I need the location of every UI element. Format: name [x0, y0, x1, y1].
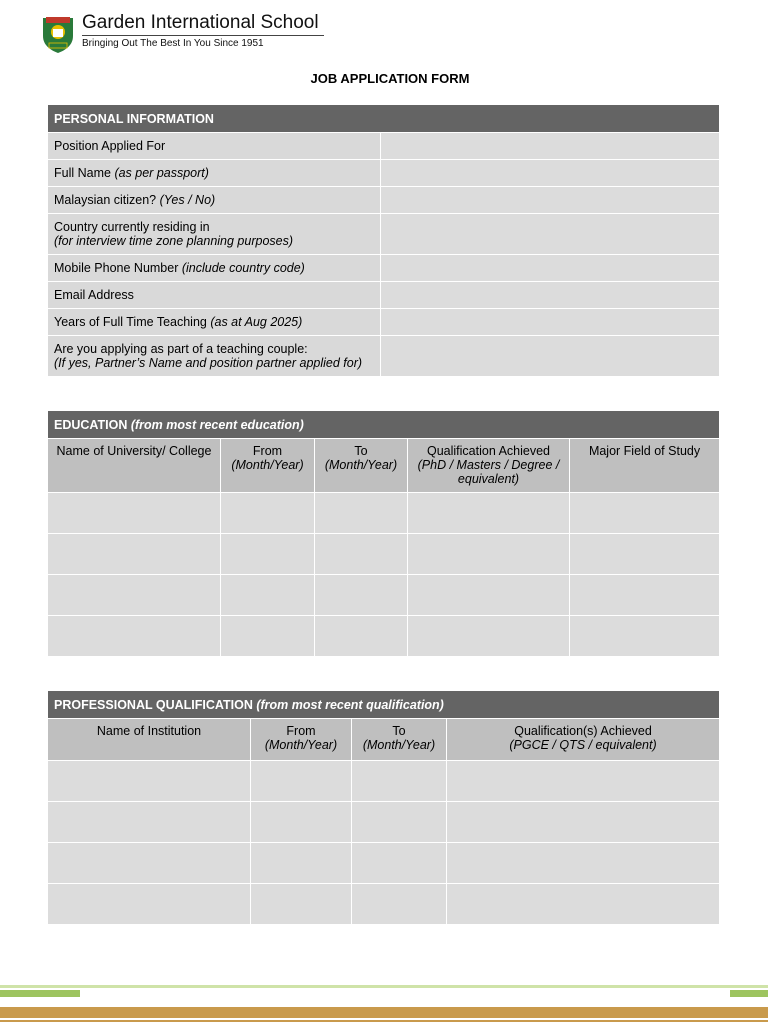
prof-col-to: To (Month/Year) — [352, 719, 447, 761]
edu-cell[interactable] — [570, 575, 720, 616]
education-table — [47, 410, 720, 657]
full-name-label: Full Name (as per passport) — [48, 160, 381, 187]
prof-cell[interactable] — [447, 761, 720, 802]
prof-cell[interactable] — [251, 802, 352, 843]
prof-cell[interactable] — [352, 802, 447, 843]
header-divider — [82, 35, 324, 36]
school-name: Garden International School — [82, 12, 319, 33]
citizen-label: Malaysian citizen? (Yes / No) — [48, 187, 381, 214]
edu-cell[interactable] — [315, 616, 408, 657]
edu-cell[interactable] — [315, 493, 408, 534]
mobile-label: Mobile Phone Number (include country code) — [48, 255, 381, 282]
teaching-couple-label: Are you applying as part of a teaching couple: (If yes, Partner’s Name and position partner applied for) — [48, 336, 381, 377]
table-row — [48, 616, 720, 657]
prof-cell[interactable] — [251, 884, 352, 925]
edu-cell[interactable] — [221, 493, 315, 534]
edu-cell[interactable] — [48, 616, 221, 657]
table-row — [48, 802, 720, 843]
table-row — [48, 761, 720, 802]
teaching-years-label: Years of Full Time Teaching (as at Aug 2025) — [48, 309, 381, 336]
edu-cell[interactable] — [570, 616, 720, 657]
edu-col-to: To (Month/Year) — [315, 439, 408, 493]
position-label: Position Applied For — [48, 133, 381, 160]
edu-cell[interactable] — [408, 616, 570, 657]
prof-cell[interactable] — [447, 843, 720, 884]
prof-cell[interactable] — [48, 761, 251, 802]
table-row — [48, 884, 720, 925]
citizen-field[interactable] — [381, 187, 720, 214]
school-tagline: Bringing Out The Best In You Since 1951 — [82, 38, 264, 49]
teaching-couple-field[interactable] — [381, 336, 720, 377]
prof-cell[interactable] — [48, 802, 251, 843]
edu-cell[interactable] — [408, 575, 570, 616]
edu-col-qualification: Qualification Achieved (PhD / Masters / Degree / equivalent) — [408, 439, 570, 493]
prof-col-institution: Name of Institution — [48, 719, 251, 761]
email-field[interactable] — [381, 282, 720, 309]
edu-cell[interactable] — [48, 534, 221, 575]
professional-section-heading: PROFESSIONAL QUALIFICATION (from most recent qualification) — [48, 691, 720, 719]
footer-stripes — [0, 985, 768, 1024]
prof-cell[interactable] — [352, 843, 447, 884]
education-section-heading: EDUCATION (from most recent education) — [48, 411, 720, 439]
prof-cell[interactable] — [251, 761, 352, 802]
prof-col-from: From (Month/Year) — [251, 719, 352, 761]
edu-cell[interactable] — [221, 575, 315, 616]
table-row — [48, 493, 720, 534]
school-crest-icon — [40, 14, 76, 54]
mobile-field[interactable] — [381, 255, 720, 282]
prof-cell[interactable] — [447, 884, 720, 925]
prof-cell[interactable] — [48, 843, 251, 884]
edu-cell[interactable] — [48, 575, 221, 616]
edu-col-major: Major Field of Study — [570, 439, 720, 493]
edu-col-from: From (Month/Year) — [221, 439, 315, 493]
full-name-field[interactable] — [381, 160, 720, 187]
prof-cell[interactable] — [48, 884, 251, 925]
edu-cell[interactable] — [408, 493, 570, 534]
table-row — [48, 534, 720, 575]
edu-cell[interactable] — [315, 534, 408, 575]
teaching-years-field[interactable] — [381, 309, 720, 336]
country-label: Country currently residing in (for interview time zone planning purposes) — [48, 214, 381, 255]
email-label: Email Address — [48, 282, 381, 309]
edu-cell[interactable] — [315, 575, 408, 616]
position-field[interactable] — [381, 133, 720, 160]
prof-cell[interactable] — [352, 761, 447, 802]
edu-cell[interactable] — [570, 493, 720, 534]
prof-cell[interactable] — [352, 884, 447, 925]
table-row — [48, 843, 720, 884]
school-header — [40, 12, 340, 56]
prof-cell[interactable] — [251, 843, 352, 884]
edu-cell[interactable] — [221, 534, 315, 575]
personal-information-table — [47, 104, 720, 377]
personal-section-heading: PERSONAL INFORMATION — [48, 105, 720, 133]
edu-col-university: Name of University/ College — [48, 439, 221, 493]
table-row — [48, 575, 720, 616]
professional-qualification-table — [47, 690, 720, 925]
edu-cell[interactable] — [48, 493, 221, 534]
edu-cell[interactable] — [221, 616, 315, 657]
prof-col-qualifications: Qualification(s) Achieved (PGCE / QTS / equivalent) — [447, 719, 720, 761]
edu-cell[interactable] — [570, 534, 720, 575]
country-field[interactable] — [381, 214, 720, 255]
prof-cell[interactable] — [447, 802, 720, 843]
form-title: JOB APPLICATION FORM — [310, 71, 470, 86]
edu-cell[interactable] — [408, 534, 570, 575]
